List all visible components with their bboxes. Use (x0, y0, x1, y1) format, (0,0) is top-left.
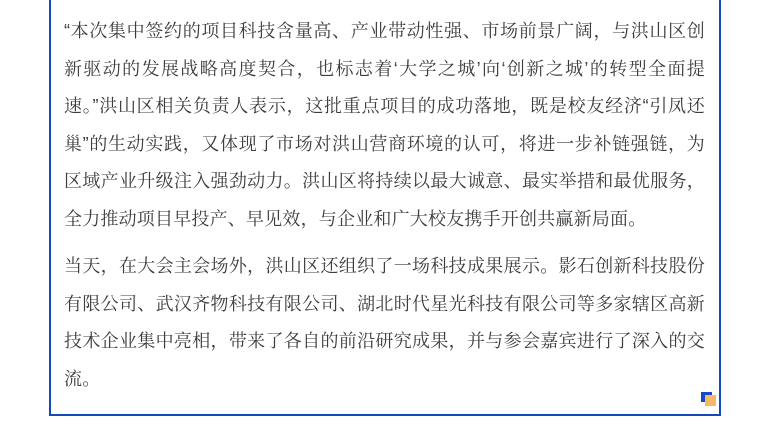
article-paragraph-2: 当天，在大会主会场外，洪山区还组织了一场科技成果展示。影石创新科技股份有限公司、武汉齐物科技有限公司、湖北时代星光科技有限公司等多家辖区高新技术企业集中亮相，带来了各自的前沿研究成果，并与参会嘉宾进行了深入的交流。 (64, 256, 705, 389)
article-content-box (49, 0, 721, 416)
end-of-article-icon (701, 392, 716, 407)
article-text (51, 0, 719, 398)
end-icon-orange-square (705, 395, 716, 406)
article-paragraph-1: “本次集中签约的项目科技含量高、产业带动性强、市场前景广阔，与洪山区创新驱动的发展战略高度契合，也标志着‘大学之城’向‘创新之城’的转型全面提速。”洪山区相关负责人表示，这批重点项目的成功落地，既是校友经济“引凤还巢”的生动实践，又体现了市场对洪山营商环境的认可，将进一步补链强链，为区域产业升级注入强劲动力。洪山区将持续以最大诚意、最实举措和最优服务，全力推动项目早投产、早见效，与企业和广大校友携手开创共赢新局面。 (64, 21, 705, 229)
